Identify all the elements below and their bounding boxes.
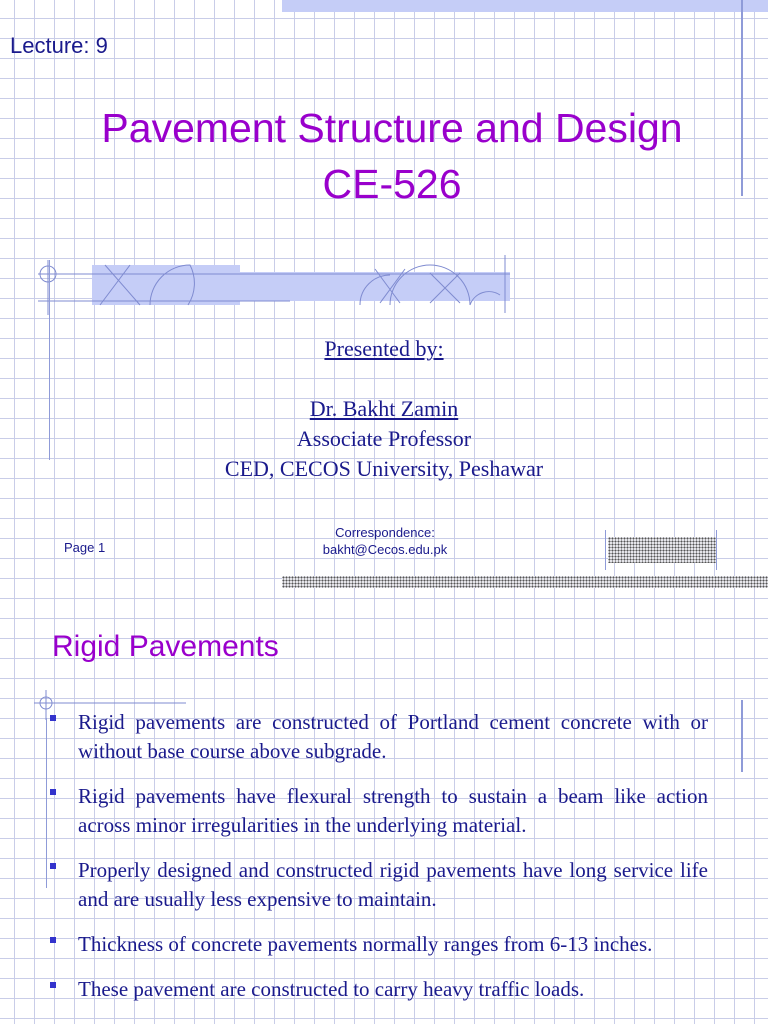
logo-frame-line-v: [605, 530, 606, 570]
bullet-mark-icon: [50, 937, 56, 943]
bullet-text: Properly designed and constructed rigid pavements have long service life and are usually less expensive to maintain.: [78, 858, 708, 911]
bullet-list: [44, 708, 708, 1020]
presenter-affiliation: CED, CECOS University, Peshawar: [224, 456, 544, 481]
page-number: Page 1: [64, 540, 106, 555]
slide-title: [0, 100, 768, 212]
bullet-item: [44, 975, 708, 1004]
presented-by-label: Presented by:: [324, 336, 444, 361]
bullet-text: Thickness of concrete pavements normally ranges from 6-13 inches.: [78, 932, 653, 956]
bullet-mark-icon: [50, 715, 56, 721]
bullet-item: [44, 782, 708, 840]
bullet-mark-icon: [50, 982, 56, 988]
slide-separator: [282, 576, 768, 588]
bullet-item: [44, 930, 708, 959]
correspondence-label: Correspondence:: [335, 525, 435, 540]
bullet-item: [44, 708, 708, 766]
bullet-mark-icon: [50, 863, 56, 869]
logo-frame-line-v2: [716, 530, 717, 570]
logo-placeholder: [608, 537, 716, 563]
presenter-name: Dr. Bakht Zamin: [309, 396, 459, 421]
presenter-block: [0, 334, 768, 484]
bullet-text: Rigid pavements are constructed of Portland cement concrete with or without base course above subgrade.: [78, 710, 708, 763]
top-decor-band: [282, 0, 768, 12]
bullet-item: [44, 856, 708, 914]
bullet-text: Rigid pavements have flexural strength to sustain a beam like action across minor irregularities in the underlying material.: [78, 784, 708, 837]
decorative-arcs-graphic: [30, 255, 520, 315]
right-decor-line-2: [741, 700, 743, 772]
correspondence-email: bakht@Cecos.edu.pk: [322, 542, 448, 557]
bullet-mark-icon: [50, 789, 56, 795]
presenter-role: Associate Professor: [296, 426, 472, 451]
bullet-text: These pavement are constructed to carry heavy traffic loads.: [78, 977, 585, 1001]
slide-title-line1: Pavement Structure and Design: [101, 105, 683, 151]
correspondence-block: [300, 524, 470, 558]
lecture-number: Lecture: 9: [10, 33, 108, 58]
section-title: Rigid Pavements: [52, 630, 279, 663]
slide-title-line2: CE-526: [322, 161, 462, 207]
